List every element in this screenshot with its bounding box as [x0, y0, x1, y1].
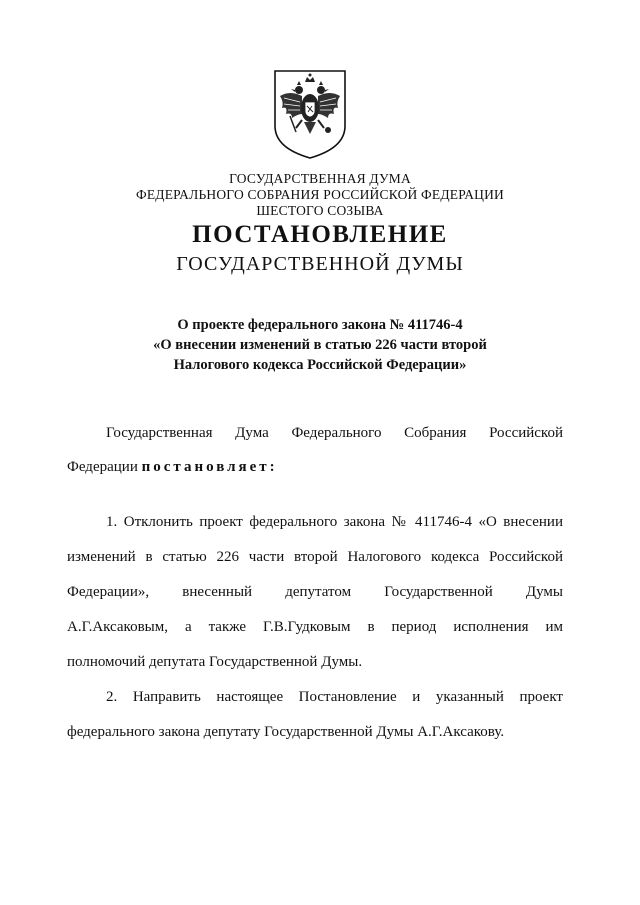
org-name-line-1: ГОСУДАРСТВЕННАЯ ДУМА — [229, 171, 411, 186]
subject-line-2: «О внесении изменений в статью 226 части второй — [153, 337, 487, 353]
convocation-line: ШЕСТОГО СОЗЫВА — [256, 203, 384, 218]
item1-line-1: 1. Отклонить проект федерального закона № 411746-4 «О внесении — [106, 514, 563, 530]
item1-line-4: А.Г.Аксаковым, а также Г.В.Гудковым в период исполнения им — [67, 619, 563, 635]
org-name-line-2: ФЕДЕРАЛЬНОГО СОБРАНИЯ РОССИЙСКОЙ ФЕДЕРАЦИИ — [136, 187, 504, 202]
item2-line-1: 2. Направить настоящее Постановление и указанный проект — [106, 689, 563, 705]
preamble-line-1: Государственная Дума Федерального Собрания Российской — [106, 425, 563, 441]
item1-line-5: полномочий депутата Государственной Думы. — [67, 654, 363, 670]
preamble-line-2 — [67, 459, 563, 476]
subject-line-3: Налогового кодекса Российской Федерации» — [173, 357, 467, 373]
document-title: ПОСТАНОВЛЕНИЕ — [192, 221, 448, 248]
resolves-keyword: постановляет: — [141, 459, 278, 475]
item2-line-2: федерального закона депутату Государственной Думы А.Г.Аксакову. — [67, 724, 505, 740]
preamble-text: Федерации — [67, 459, 142, 475]
item1-line-3: Федерации», внесенный депутатом Государственной Думы — [67, 584, 563, 600]
subject-line-1: О проекте федерального закона № 411746-4 — [177, 317, 463, 333]
document-subtitle: ГОСУДАРСТВЕННОЙ ДУМЫ — [176, 253, 464, 275]
coat-of-arms-emblem-icon — [272, 68, 348, 160]
item1-line-2: изменений в статью 226 части второй Налогового кодекса Российской — [67, 549, 563, 565]
